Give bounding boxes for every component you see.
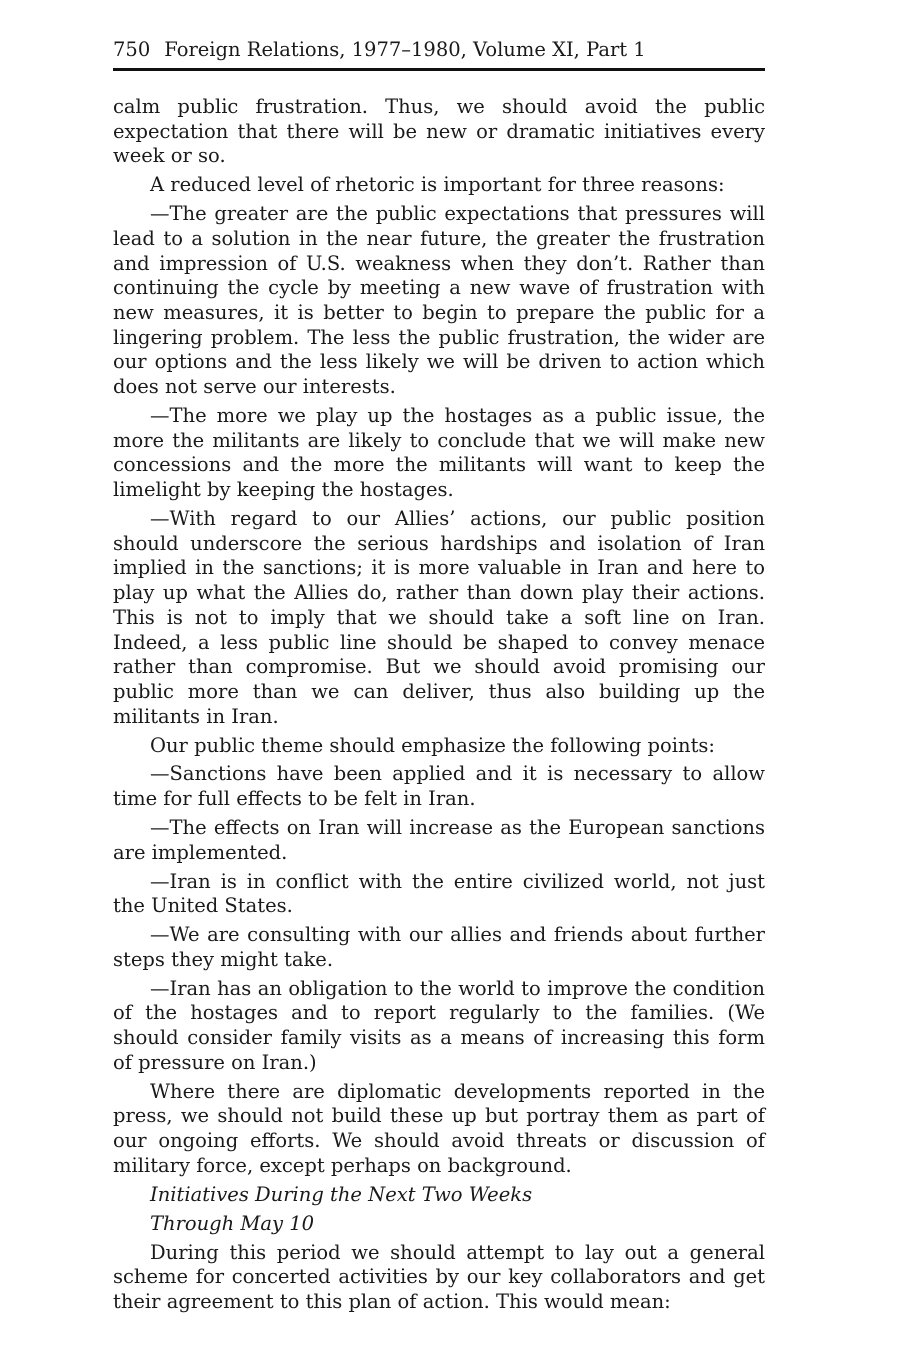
paragraph: A reduced level of rhetoric is important for three reasons: — [150, 173, 725, 197]
paragraph: —We are consulting with our allies and friends about further steps they might take. — [113, 923, 765, 971]
page-number: 750 — [113, 38, 151, 61]
paragraph: —Iran is in conflict with the entire civilized world, not just the United States. — [113, 869, 765, 918]
paragraph: Where there are diplomatic developments reported in the press, we should not build these up but portray them as part of our ongoing efforts. We should avoid threats or discussion of military force, except perhaps on background. — [113, 1079, 765, 1177]
paragraph: —The more we play up the hostages as a public issue, the more the militants are likely to conclude that we will make new concessions and the more the militants will want to keep the limelight by keeping the hostages. — [113, 404, 765, 502]
paragraph: calm public frustration. Thus, we should avoid the public expectation that there will be new or dramatic initiatives every week or so. — [113, 95, 765, 168]
paragraph: During this period we should attempt to lay out a general scheme for concerted activities by our key collaborators and get their agreement to this plan of action. This would mean: — [113, 1240, 765, 1313]
document-page — [113, 36, 765, 1319]
paragraph: —The greater are the public expectations that pressures will lead to a solution in the near future, the greater the frustration and impression of U.S. weakness when they don’t. Rather than continuing the cycle by meeting a new wave of frustration with new measures, it is better to begin to prepare the public for a lingering problem. The less the public frustration, the wider are our options and the less likely we will be driven to action which does not serve our interests. — [113, 202, 765, 399]
paragraph: —Iran has an obligation to the world to improve the condition of the hostages and to report regularly to the families. (We should consider family visits as a means of increasing this form of pressure on Iran.) — [113, 976, 765, 1074]
running-title: Foreign Relations, 1977–1980, Volume XI, Part 1 — [164, 38, 646, 61]
section-subheading: Through May 10 — [150, 1211, 315, 1235]
paragraph: —Sanctions have been applied and it is necessary to allow time for full effects to be felt in Iran. — [113, 762, 765, 811]
section-subheading: Initiatives During the Next Two Weeks — [150, 1182, 533, 1206]
running-head — [113, 36, 765, 71]
body-text — [113, 95, 765, 1315]
paragraph: Our public theme should emphasize the following points: — [150, 733, 715, 757]
paragraph: —The effects on Iran will increase as the European sanctions are implemented. — [113, 816, 765, 864]
paragraph: —With regard to our Allies’ actions, our public position should underscore the serious hardships and isolation of Iran implied in the sanctions; it is more valuable in Iran and here to play up what the Allies do, rather than down play their actions. This is not to imply that we should take a soft line on Iran. Indeed, a less public line should be shaped to convey menace rather than compromise. But we should avoid promising our public more than we can deliver, thus also building up the militants in Iran. — [113, 507, 765, 728]
